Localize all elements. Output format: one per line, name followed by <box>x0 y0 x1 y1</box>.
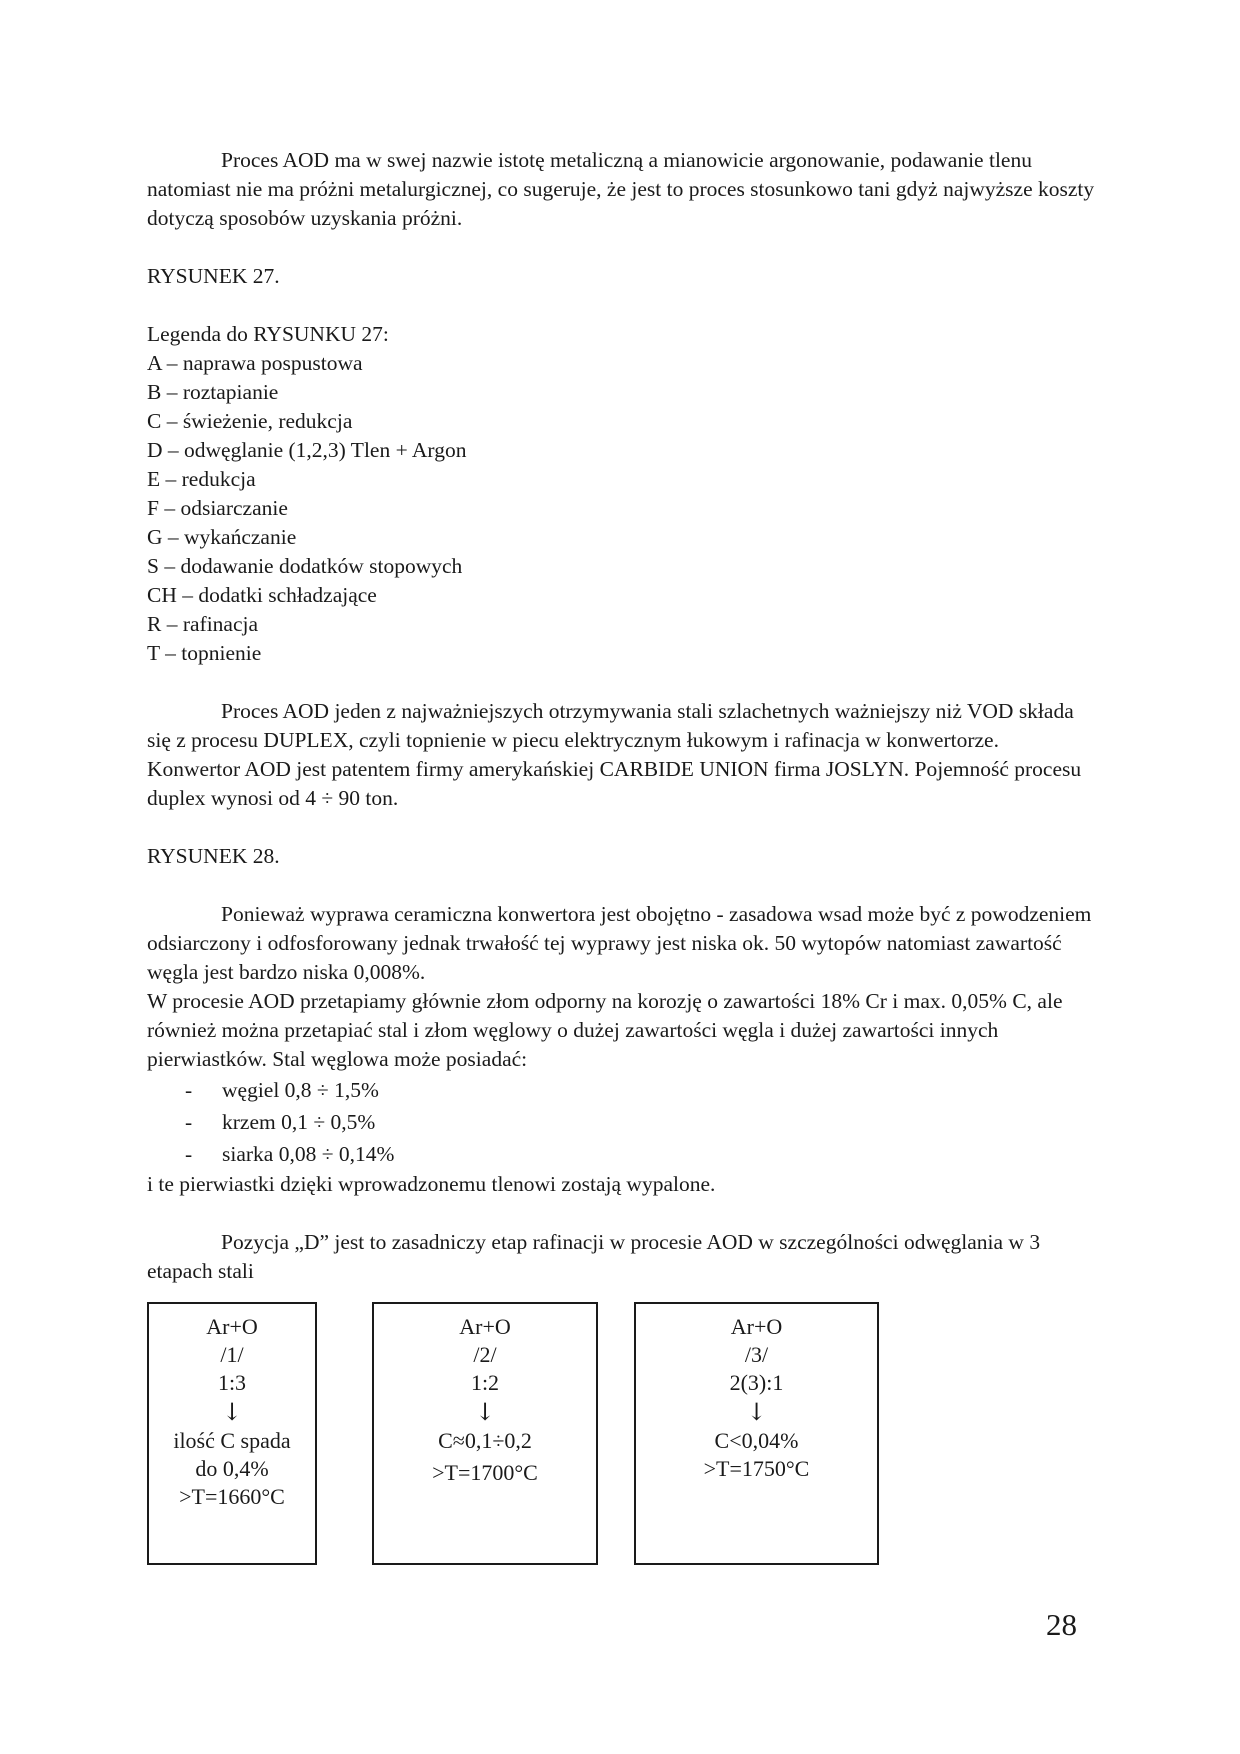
stage-gas: Ar+O <box>730 1314 783 1339</box>
page-content <box>147 146 1097 1286</box>
stage-box-1 <box>147 1302 317 1565</box>
legend-title: Legenda do RYSUNKU 27: <box>147 322 389 346</box>
stage-ratio: 1:3 <box>217 1370 247 1395</box>
stage-ratio: 1:2 <box>470 1370 500 1395</box>
stage-number: /3/ <box>744 1342 769 1367</box>
stage-number: /2/ <box>473 1342 497 1367</box>
stage-temperature: >T=1700°C <box>432 1460 538 1485</box>
list-item-text: siarka 0,08 ÷ 0,14% <box>222 1142 395 1166</box>
paragraph-scrap: W procesie AOD przetapiamy głównie złom odporny na korozję o zawartości 18% Cr i max. 0,05% C, ale również można przetapiać stal i złom węglowy o dużej zawartości węgla i dużej zawartości innych pierwiastków. Stal węglowa może posiadać: <box>147 989 1063 1071</box>
legend-item: S – dodawanie dodatków stopowych <box>147 554 463 578</box>
stage-number: /1/ <box>220 1342 244 1367</box>
legend-item: CH – dodatki schładzające <box>147 583 377 607</box>
list-dash: - <box>185 1078 193 1102</box>
down-arrow-icon: ↓ <box>474 1398 496 1426</box>
stage-gas: Ar+O <box>206 1314 258 1339</box>
paragraph-duplex: Proces AOD jeden z najważniejszych otrzymywania stali szlachetnych ważniejszy niż VOD składa się z procesu DUPLEX, czyli topnienie w piecu elektrycznym łukowym i rafinacja w konwertorze. Konwertor AOD jest patentem firmy amerykańskiej CARBIDE UNION firma JOSLYN. Pojemność procesu duplex wynosi od 4 ÷ 90 ton. <box>147 699 1082 810</box>
stage-gas: Ar+O <box>459 1314 511 1339</box>
stage-result: ilość C spada <box>173 1428 291 1453</box>
down-arrow-icon: ↓ <box>746 1398 767 1426</box>
legend-item: T – topnienie <box>147 641 262 665</box>
legend-item: B – roztapianie <box>147 380 279 404</box>
paragraph-stage-d: Pozycja „D” jest to zasadniczy etap rafinacji w procesie AOD w szczególności odwęglania w 3 etapach stali <box>147 1230 1041 1283</box>
list-item <box>147 1074 1097 1106</box>
figure-27-caption: RYSUNEK 27. <box>147 264 280 288</box>
stage-temperature: >T=1660°C <box>179 1484 285 1509</box>
stage-box-2 <box>372 1302 598 1565</box>
list-item-text: węgiel 0,8 ÷ 1,5% <box>222 1078 379 1102</box>
list-dash: - <box>185 1142 193 1166</box>
legend-item: F – odsiarczanie <box>147 496 288 520</box>
legend-item: R – rafinacja <box>147 612 259 636</box>
stage-box-3 <box>634 1302 879 1565</box>
down-arrow-icon: ↓ <box>221 1398 243 1426</box>
list-item <box>147 1138 1097 1170</box>
legend-item: G – wykańczanie <box>147 525 297 549</box>
list-item-text: krzem 0,1 ÷ 0,5% <box>222 1110 376 1134</box>
legend-item: D – odwęglanie (1,2,3) Tlen + Argon <box>147 438 467 462</box>
figure-28-caption: RYSUNEK 28. <box>147 844 280 868</box>
stage-ratio: 2(3):1 <box>729 1370 784 1395</box>
paragraph-burnout: i te pierwiastki dzięki wprowadzonemu tlenowi zostają wypalone. <box>147 1172 716 1196</box>
list-item <box>147 1106 1097 1138</box>
legend-item: A – naprawa pospustowa <box>147 351 363 375</box>
composition-list <box>147 1074 1097 1170</box>
paragraph-lining: Ponieważ wyprawa ceramiczna konwertora jest obojętno - zasadowa wsad może być z powodzeniem odsiarczony i odfosforowany jednak trwałość tej wyprawy jest niska ok. 50 wytopów natomiast zawartość węgla jest bardzo niska 0,008%. <box>147 902 1092 984</box>
list-dash: - <box>185 1110 193 1134</box>
stage-result: C≈0,1÷0,2 <box>438 1428 532 1453</box>
stage-result: C<0,04% <box>714 1428 799 1453</box>
decarburization-stages <box>0 1302 1240 1567</box>
stage-result: do 0,4% <box>195 1456 269 1481</box>
page-number: 28 <box>1046 1607 1077 1642</box>
legend-item: E – redukcja <box>147 467 256 491</box>
legend <box>147 320 1097 668</box>
stage-temperature: >T=1750°C <box>703 1456 810 1481</box>
paragraph-intro: Proces AOD ma w swej nazwie istotę metaliczną a mianowicie argonowanie, podawanie tlenu natomiast nie ma próżni metalurgicznej, co sugeruje, że jest to proces stosunkowo tani gdyż najwyższe koszty dotyczą sposobów uzyskania próżni. <box>147 148 1095 230</box>
legend-item: C – świeżenie, redukcja <box>147 409 353 433</box>
